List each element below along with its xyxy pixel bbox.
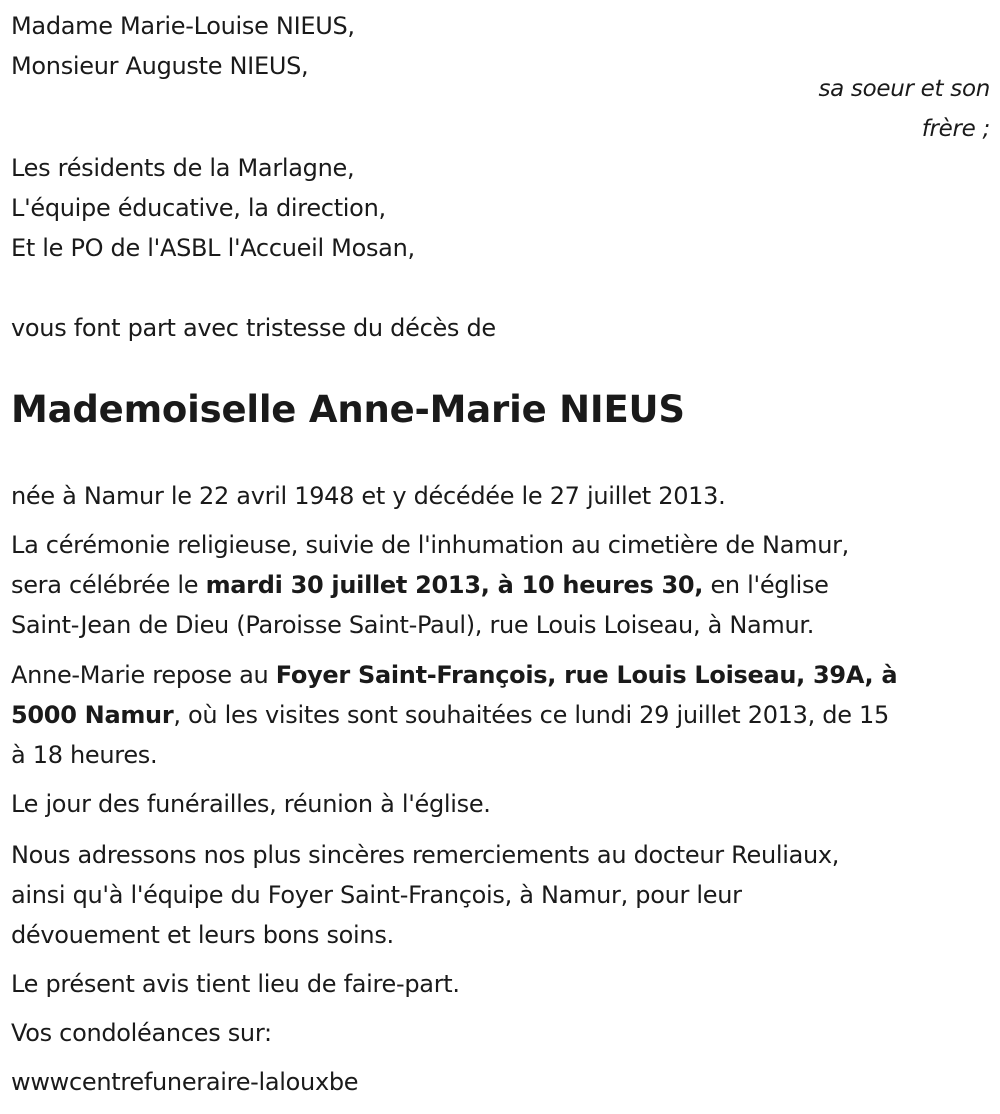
ceremony-line-3: Saint-Jean de Dieu (Paroisse Saint-Paul), rue Louis Loiseau, à Namur. — [11, 611, 815, 639]
deceased-name: Mademoiselle Anne-Marie NIEUS — [11, 388, 685, 431]
condolences-website: wwwcentrefuneraire-lalouxbe — [11, 1068, 359, 1096]
visitation-line-1: Anne-Marie repose au Foyer Saint-François, rue Louis Loiseau, 39A, à — [11, 661, 898, 689]
announcement-intro: vous font part avec tristesse du décès de — [11, 314, 496, 342]
funeral-day-note: Le jour des funérailles, réunion à l'église. — [11, 790, 491, 818]
ceremony-line-1: La cérémonie religieuse, suivie de l'inhumation au cimetière de Namur, — [11, 531, 849, 559]
birth-death-dates: née à Namur le 22 avril 1948 et y décédée le 27 juillet 2013. — [11, 482, 726, 510]
institution-line-3: Et le PO de l'ASBL l'Accueil Mosan, — [11, 234, 415, 262]
ceremony-datetime: mardi 30 juillet 2013, à 10 heures 30, — [205, 571, 704, 599]
family-member-2: Monsieur Auguste NIEUS, — [11, 52, 309, 80]
institution-line-1: Les résidents de la Marlagne, — [11, 154, 355, 182]
ceremony-line-2: sera célébrée le mardi 30 juillet 2013, à 10 heures 30, en l'église — [11, 571, 829, 599]
notice-statement: Le présent avis tient lieu de faire-part. — [11, 970, 460, 998]
thanks-line-3: dévouement et leurs bons soins. — [11, 921, 394, 949]
institution-line-2: L'équipe éducative, la direction, — [11, 194, 386, 222]
relation-line-2: frère ; — [921, 116, 990, 142]
visitation-line-3: à 18 heures. — [11, 741, 158, 769]
thanks-line-1: Nous adressons nos plus sincères remerciements au docteur Reuliaux, — [11, 841, 840, 869]
visitation-line-2: 5000 Namur, où les visites sont souhaitées ce lundi 29 juillet 2013, de 15 — [11, 701, 889, 729]
thanks-line-2: ainsi qu'à l'équipe du Foyer Saint-François, à Namur, pour leur — [11, 881, 742, 909]
condolences-label: Vos condoléances sur: — [11, 1019, 272, 1047]
relation-line-1: sa soeur et son — [818, 76, 990, 102]
family-member-1: Madame Marie-Louise NIEUS, — [11, 12, 355, 40]
visitation-city: 5000 Namur — [11, 701, 174, 729]
visitation-address: Foyer Saint-François, rue Louis Loiseau, 39A, à — [275, 661, 898, 689]
